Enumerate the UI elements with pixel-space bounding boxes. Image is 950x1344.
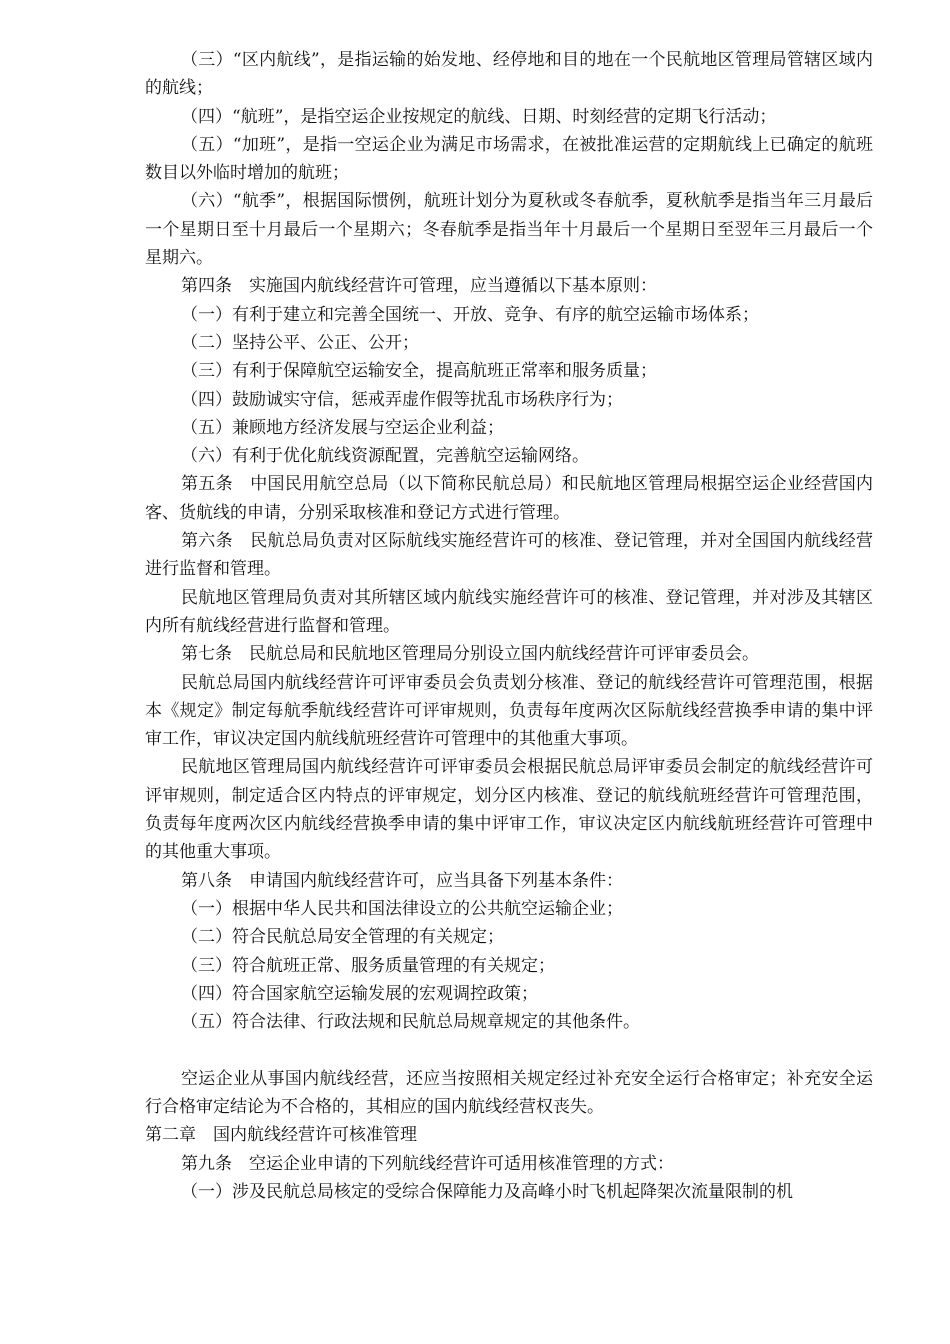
list-item: （六）有利于优化航线资源配置，完善航空运输网络。 (181, 446, 589, 467)
list-item: （五）兼顾地方经济发展与空运企业利益； (181, 417, 504, 438)
article-heading: 第八条 申请国内航线经营许可，应当具备下列基本条件： (181, 870, 623, 891)
list-item: （三）符合航班正常、服务质量管理的有关规定； (181, 955, 555, 976)
document-body (145, 46, 873, 1206)
list-item: （四）鼓励诚实守信，惩戒弄虚作假等扰乱市场秩序行为； (181, 389, 623, 410)
list-item: （一）根据中华人民共和国法律设立的公共航空运输企业； (181, 898, 623, 919)
list-item: （二）符合民航总局安全管理的有关规定； (181, 927, 504, 948)
list-item: （二）坚持公平、公正、公开； (181, 332, 419, 353)
paragraph: 民航地区管理局负责对其所辖区域内航线实施经营许可的核准、登记管理，并对涉及其辖区内所有航线经营进行监督和管理。 (145, 587, 873, 636)
chapter-heading: 第二章 国内航线经营许可核准管理 (145, 1125, 417, 1146)
article-heading: 第九条 空运企业申请的下列航线经营许可适用核准管理的方式： (181, 1153, 674, 1174)
list-item: （一）涉及民航总局核定的受综合保障能力及高峰小时飞机起降架次流量限制的机 (181, 1181, 793, 1202)
paragraph: （五）“加班”，是指一空运企业为满足市场需求，在被批准运营的定期航线上已确定的航班数目以外临时增加的航班； (145, 134, 873, 184)
list-item: （五）符合法律、行政法规和民航总局规章规定的其他条件。 (181, 1012, 640, 1033)
paragraph: 民航地区管理局国内航线经营许可评审委员会根据民航总局评审委员会制定的航线经营许可评审规则，制定适合区内特点的评审规定，划分区内核准、登记的航线航班经营许可管理范围，负责每年度两次区内航线经营换季申请的集中评审工作，审议决定区内航线航班经营许可管理中的其他重大事项。 (145, 757, 873, 863)
paragraph: （四）“航班”，是指空运企业按规定的航线、日期、时刻经营的定期飞行活动； (181, 106, 777, 127)
article-paragraph: 第七条 民航总局和民航地区管理局分别设立国内航线经营许可评审委员会。 (181, 644, 759, 665)
paragraph: （三）“区内航线”，是指运输的始发地、经停地和目的地在一个民航地区管理局管辖区域内的航线； (145, 50, 873, 99)
list-item: （三）有利于保障航空运输安全，提高航班正常率和服务质量； (181, 361, 657, 382)
article-paragraph: 第六条 民航总局负责对区际航线实施经营许可的核准、登记管理，并对全国国内航线经营进行监督和管理。 (145, 531, 873, 580)
blank-line (145, 1036, 873, 1064)
paragraph: 空运企业从事国内航线经营，还应当按照相关规定经过补充安全运行合格审定；补充安全运行合格审定结论为不合格的，其相应的国内航线经营权丧失。 (145, 1068, 873, 1117)
paragraph: （六）“航季”，根据国际惯例，航班计划分为夏秋或冬春航季，夏秋航季是指当年三月最后一个星期日至十月最后一个星期六；冬春航季是指当年十月最后一个星期日至翌年三月最后一个星期六。 (145, 191, 873, 269)
paragraph: 民航总局国内航线经营许可评审委员会负责划分核准、登记的航线经营许可管理范围，根据本《规定》制定每航季航线经营许可评审规则，负责每年度两次区际航线经营换季申请的集中评审工作，审议决定国内航线航班经营许可管理中的其他重大事项。 (145, 672, 873, 750)
list-item: （一）有利于建立和完善全国统一、开放、竞争、有序的航空运输市场体系； (181, 304, 759, 325)
article-paragraph: 第五条 中国民用航空总局（以下简称民航总局）和民航地区管理局根据空运企业经营国内客、货航线的申请，分别采取核准和登记方式进行管理。 (145, 474, 873, 523)
list-item: （四）符合国家航空运输发展的宏观调控政策； (181, 983, 538, 1004)
article-heading: 第四条 实施国内航线经营许可管理，应当遵循以下基本原则： (181, 276, 657, 297)
